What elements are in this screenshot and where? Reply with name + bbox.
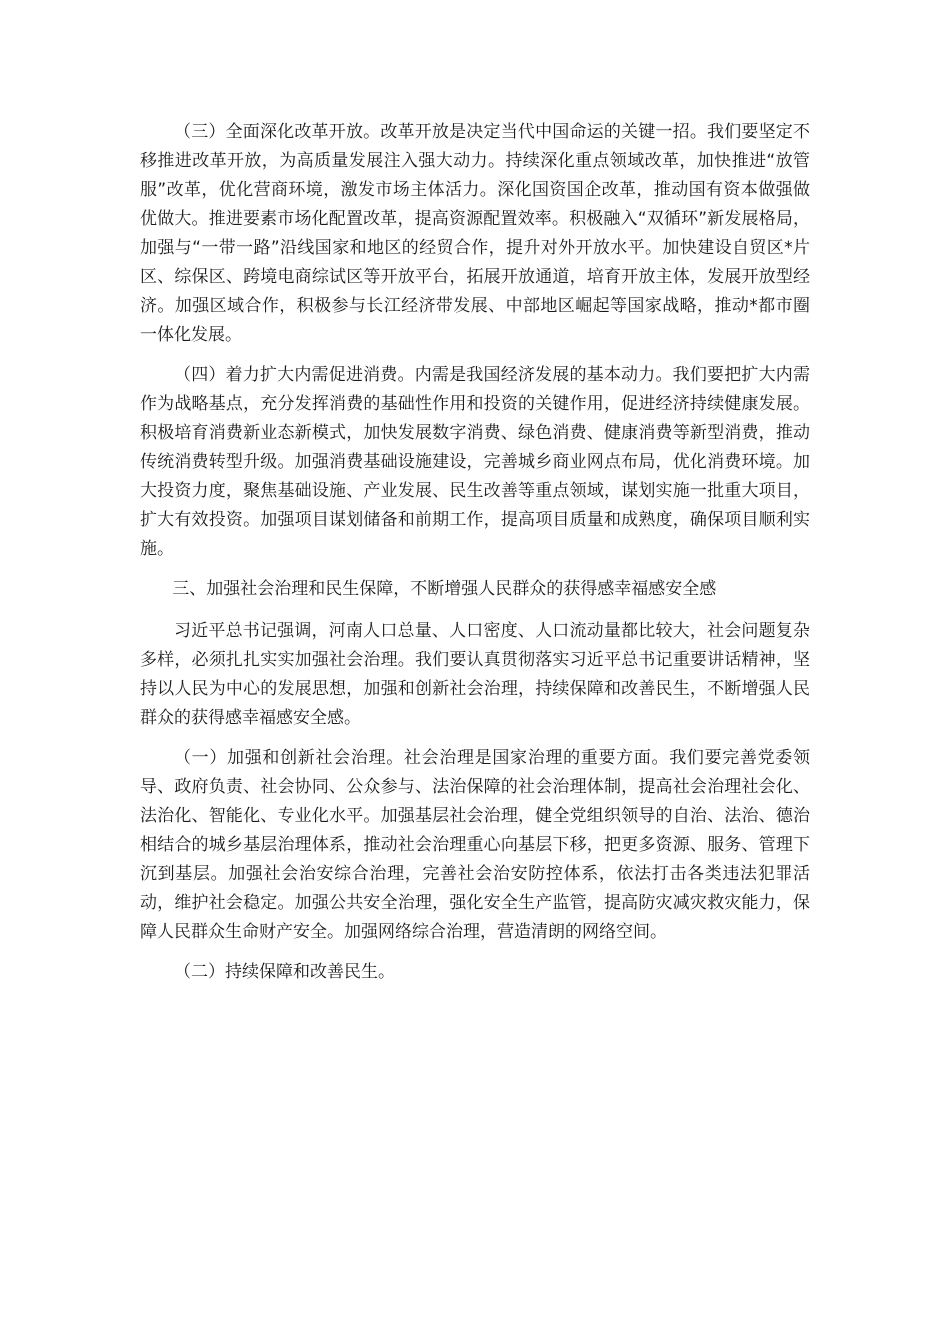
document-page	[140, 118, 810, 987]
paragraph-domestic-demand: （四）着力扩大内需促进消费。内需是我国经济发展的基本动力。我们要把扩大内需作为战略基点，充分发挥消费的基础性作用和投资的关键作用，促进经济持续健康发展。积极培育消费新业态新模式，加快发展数字消费、绿色消费、健康消费等新型消费，推动传统消费转型升级。加强消费基础设施建设，完善城乡商业网点布局，优化消费环境。加大投资力度，聚焦基础设施、产业发展、民生改善等重点领域，谋划实施一批重大项目，扩大有效投资。加强项目谋划储备和前期工作，提高项目质量和成熟度，确保项目顺利实施。	[140, 365, 810, 559]
paragraph-social-governance-intro: 习近平总书记强调，河南人口总量、人口密度、人口流动量都比较大，社会问题复杂多样，必须扎扎实实加强社会治理。我们要认真贯彻落实习近平总书记重要讲话精神，坚持以人民为中心的发展思想，加强和创新社会治理，持续保障和改善民生，不断增强人民群众的获得感幸福感安全感。	[140, 621, 810, 728]
paragraph-innovate-governance: （一）加强和创新社会治理。社会治理是国家治理的重要方面。我们要完善党委领导、政府负责、社会协同、公众参与、法治保障的社会治理体制，提高社会治理社会化、法治化、智能化、专业化水平。加强基层社会治理，健全党组织领导的自治、法治、德治相结合的城乡基层治理体系，推动社会治理重心向基层下移，把更多资源、服务、管理下沉到基层。加强社会治安综合治理，完善社会治安防控体系，依法打击各类违法犯罪活动，维护社会稳定。加强公共安全治理，强化安全生产监管，提高防灾减灾救灾能力，保障人民群众生命财产安全。加强网络综合治理，营造清朗的网络空间。	[140, 748, 810, 942]
paragraph-livelihood: （二）持续保障和改善民生。	[174, 962, 395, 982]
section-heading-social-governance: 三、加强社会治理和民生保障，不断增强人民群众的获得感幸福感安全感	[172, 579, 717, 599]
paragraph-reform-opening: （三）全面深化改革开放。改革开放是决定当代中国命运的关键一招。我们要坚定不移推进改革开放，为高质量发展注入强大动力。持续深化重点领域改革，加快推进“放管服”改革，优化营商环境，激发市场主体活力。深化国资国企改革，推动国有资本做强做优做大。推进要素市场化配置改革，提高资源配置效率。积极融入“双循环”新发展格局，加强与“一带一路”沿线国家和地区的经贸合作，提升对外开放水平。加快建设自贸区*片区、综保区、跨境电商综试区等开放平台，拓展开放通道，培育开放主体，发展开放型经济。加强区域合作，积极参与长江经济带发展、中部地区崛起等国家战略，推动*都市圈一体化发展。	[140, 122, 810, 345]
